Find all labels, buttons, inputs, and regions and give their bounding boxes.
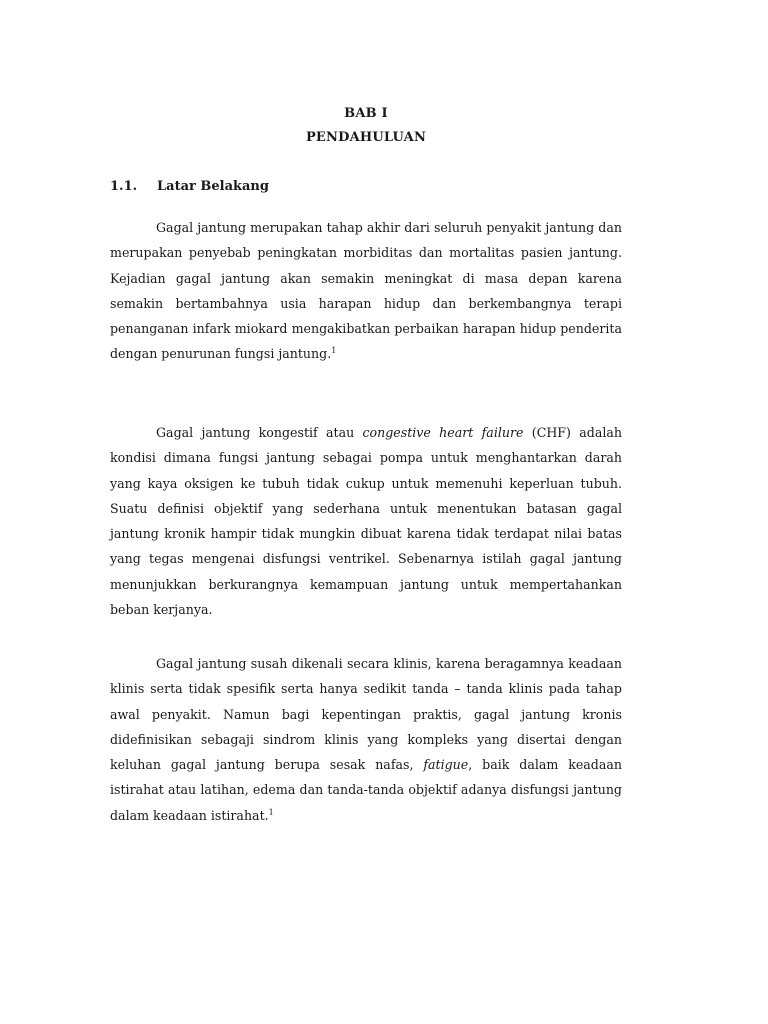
- chapter-number: BAB I: [344, 106, 388, 121]
- paragraph-3-text-after: , baik dalam keadaan istirahat atau latihan, edema dan tanda-tanda objektif adanya disfungsi jantung dalam keadaan istirahat.: [110, 757, 622, 823]
- section-title: Latar Belakang: [157, 179, 269, 194]
- footnote-ref-2: 1: [268, 807, 274, 817]
- paragraph-3-text-before: Gagal jantung susah dikenali secara klinis, karena beragamnya keadaan klinis serta tidak spesifik serta hanya sedikit tanda – tanda klinis pada tahap awal penyakit. Namun bagi kepentingan praktis, gagal jantung kronis didefinisikan sebagaji sindrom klinis yang kompleks yang disertai dengan keluhan gagal jantung berupa sesak nafas,: [110, 656, 622, 773]
- paragraph-3: [110, 651, 622, 828]
- footnote-ref-1: 1: [331, 346, 337, 356]
- paragraph-2: [110, 420, 622, 622]
- paragraph-1: [110, 215, 622, 367]
- paragraph-3-italic-term: fatigue: [423, 757, 469, 773]
- paragraph-1-text: Gagal jantung merupakan tahap akhir dari seluruh penyakit jantung dan merupakan penyebab peningkatan morbiditas dan mortalitas pasien jantung. Kejadian gagal jantung akan semakin meningkat di masa depan karena semakin bertambahnya usia harapan hidup dan berkembangnya terapi penanganan infark miokard mengakibatkan perbaikan harapan hidup penderita dengan penurunan fungsi jantung.: [110, 220, 622, 362]
- section-heading: [110, 179, 269, 194]
- paragraph-2-text-before: Gagal jantung kongestif atau: [156, 425, 363, 440]
- section-number: 1.1.: [110, 179, 138, 194]
- paragraph-2-text-after: (CHF) adalah kondisi dimana fungsi jantung sebagai pompa untuk menghantarkan darah yang kaya oksigen ke tubuh tidak cukup untuk memenuhi keperluan tubuh. Suatu definisi objektif yang sederhana untuk menentukan batasan gagal jantung kronik hampir tidak mungkin dibuat karena tidak terdapat nilai batas yang tegas mengenai disfungsi ventrikel. Sebenarnya istilah gagal jantung menunjukkan berkurangnya kemampuan jantung untuk mempertahankan beban kerjanya.: [110, 425, 622, 618]
- paragraph-2-italic-term: congestive heart failure: [362, 425, 524, 440]
- chapter-title: PENDAHULUAN: [305, 130, 427, 145]
